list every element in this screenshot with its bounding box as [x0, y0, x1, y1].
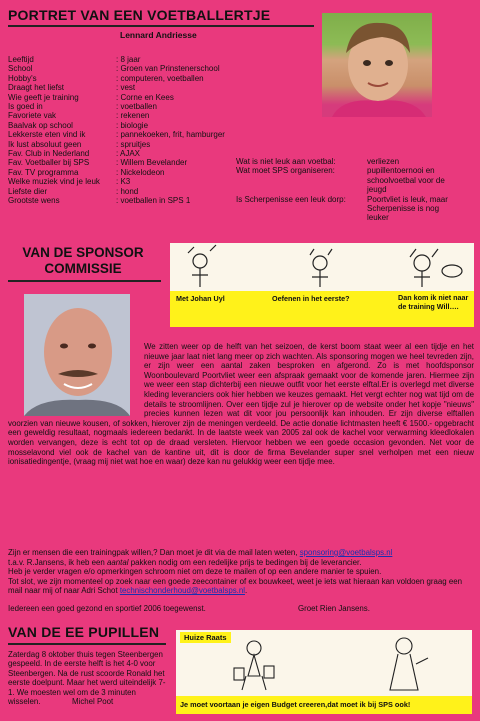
pupillen-cartoon [176, 630, 472, 696]
sponsor-paragraph: We zitten weer op de helft van het seizoen, de kerst boom staat weer al een tijdje en het nieuwe jaar laat niet lang meer op zich wachten. Als sponsoring mogen we heel tevreden zijn, er zijn weer een aantal zaken besproken en afgerond. Zo is met hoofdsponsor Woonboulevard Poortvliet weer een afspraak gemaakt voor de komende jaren. Hiermee zijn we weer een stap dichterbij een nieuwe outfit voor het eerste elftal.Er is overlegd met diverse kleding leveranciers ook hier hebben we keuzes gemaakt. Het vergt echter nog wat tijd om de details te stroomlijnen. Over een tijdje zul je hierover op de website onder het kopje "nieuws" precies kunnen lezen wat dit voor jou persoonlijk kan inhouden. Er zijn diverse elftallen voorzien van nieuwe kousen, of sokken, hierover zijn de meningen verdeeld. De actie donatie lichtmasten heeft € 1500.- opgebracht een geweldig resultaat, nogmaals iedereen bedankt. In de laatste week van 2005 zal ook de kachel voor verwarming kleedlokalen worden vervangen, deze is echt tot op de draad versleten. Hiervoor hebben we een goede occasion gevonden. Net voor de mosselavond viel ook de kachel van de kantine uit, dit is door de firma Bevelander super snel verholpen met een nieuw ionisatiedingentje, (vraag mij niet wat hoe en waar) deze kan nu gelukkig weer een tijdje mee. [8, 342, 474, 467]
profile-value: : AJAX [116, 149, 141, 159]
profile-label: Liefste dier [8, 186, 48, 196]
sponsor-cartoon [170, 243, 474, 291]
profile-value: : voetballen in SPS 1 [116, 196, 191, 206]
profile-label: Favoriete vak [8, 111, 57, 121]
profile-row [8, 177, 233, 186]
profile-row [8, 74, 233, 83]
sponsoring-email-link[interactable]: sponsoring@voetbalsps.nl [299, 548, 393, 557]
profile-row [8, 102, 233, 111]
contact-text-2: t.a.v. R.Jansens, ik heb een [8, 557, 105, 567]
profile-label: Lekkerste eten vind ik [8, 130, 86, 140]
pupillen-title: VAN DE EE PUPILLEN [8, 624, 160, 640]
question-label: Wat is niet leuk aan voetbal: [236, 157, 336, 166]
profile-label: Welke muziek vind je leuk [8, 177, 100, 187]
profile-row [8, 93, 233, 102]
caption-training: Dan kom ik niet naar de training Will…. [398, 293, 469, 311]
profile-label: Draagt het liefst [8, 83, 65, 93]
profile-row [8, 83, 233, 92]
pupillen-caption-strip [176, 696, 472, 714]
profile-row [8, 168, 233, 177]
contact-text-4: Heb je verder vragen e/o opmerkingen schroom niet om deze te mailen of op een andere manier te spuien. [8, 567, 382, 577]
photo-spacer [8, 342, 144, 418]
profile-row [8, 55, 233, 64]
profile-value: : K3 [116, 177, 131, 187]
question-answer: pupillentoernooi en schoolvoetbal voor de jeugd [367, 166, 445, 195]
profile-label: Fav. Voetballer bij SPS [8, 158, 90, 168]
player-photo [322, 13, 432, 117]
profile-row [8, 111, 233, 120]
profile-value: : pannekoeken, frit, hamburger [116, 130, 225, 140]
portret-title-rule [8, 25, 314, 27]
profile-label: School [8, 64, 33, 74]
portret-title: PORTRET VAN EEN VOETBALLERTJE [8, 7, 271, 23]
player-name: Lennard Andriesse [120, 30, 197, 40]
greeting: Iedereen een goed gezond en sportief 2006 toegewenst. [8, 604, 206, 613]
profile-label: Fav. TV programma [8, 167, 79, 177]
profile-row [8, 149, 233, 158]
question-answer: Poortvliet is leuk, maar Scherpenisse is nog leuker [367, 194, 448, 223]
contact-text-3: pakken nodig om een redelijke prijs te bedingen bij de leverancier. [130, 557, 362, 567]
profile-label: Baalvak op school [8, 120, 73, 130]
sponsor-contact [8, 548, 474, 596]
profile-value: : biologie [116, 120, 149, 130]
cartoon-label: Huize Raats [180, 632, 231, 643]
profile-value: : computeren, voetballen [116, 73, 204, 83]
contact-text-5: Tot slot, we zijn momenteel op zoek naar een goede zeecontainer of ex bouwkeet, weet je iets wat hieraan kan voldoen graag een mail naar mij of naar Adri Schot [8, 576, 462, 596]
question-answer: verliezen [367, 157, 400, 166]
profile-row [8, 196, 233, 205]
signature: Groet Rien Jansens. [298, 604, 370, 613]
profile-value: : hond [116, 186, 139, 196]
profile-label: Leeftijd [8, 55, 34, 64]
profile-value: : voetballen [116, 102, 157, 112]
sponsor-caption-strip [170, 291, 474, 327]
onderhoud-email-link[interactable]: technischonderhoud@voetbalsps.nl [119, 586, 245, 596]
caption-oefenen: Oefenen in het eerste? [272, 294, 350, 303]
pupillen-text: Zaterdag 8 oktober thuis tegen Steenbergen gespeeld. In de eerste helft is het 4-0 voor Steenbergen. Na de rust scoorde Ronald het eerste doelpunt. Maar het werd uiteindelijk 7-1. We moesten wel om de 3 minuten wisselen. [8, 650, 166, 707]
question-row [236, 195, 476, 223]
sponsor-title [8, 245, 158, 277]
profile-value: : Groen van Prinstenerschool [116, 64, 220, 74]
profile-label: Grootste wens [8, 196, 60, 206]
profile-questions [236, 157, 476, 223]
profile-list [8, 55, 233, 206]
question-label: Wat moet SPS organiseren: [236, 166, 335, 176]
profile-value: : Corne en Kees [116, 92, 174, 102]
profile-row [8, 187, 233, 196]
contact-italic: aantal [107, 557, 129, 567]
profile-label: Fav. Club in Nederland [8, 149, 90, 159]
profile-row [8, 130, 233, 139]
sponsor-title-rule [8, 280, 161, 282]
profile-row [8, 64, 233, 73]
question-row [236, 157, 476, 166]
profile-value: : Willem Bevelander [116, 158, 188, 168]
pupillen-author: Michel Poot [72, 697, 114, 706]
contact-text-1: Zijn er mensen die een trainingpak willen,? Dan moet je dit via de mail laten weten, [8, 548, 298, 557]
caption-johan: Met Johan Uyl [176, 294, 225, 303]
bottom-caption: Je moet voortaan je eigen Budget creeren,dat moet ik bij SPS ook! [180, 700, 411, 709]
profile-value: : spruitjes [116, 139, 151, 149]
profile-row [8, 140, 233, 149]
profile-value: : rekenen [116, 111, 150, 121]
profile-value: : vest [116, 83, 136, 93]
profile-label: Hobby's [8, 73, 37, 83]
question-label: Is Scherpenisse een leuk dorp: [236, 194, 346, 204]
sponsor-title-line2: COMMISSIE [44, 261, 122, 276]
sponsor-title-line1: VAN DE SPONSOR [22, 245, 144, 260]
pupillen-title-rule [8, 643, 166, 645]
profile-label: Ik lust absoluut geen [8, 139, 82, 149]
profile-value: : 8 jaar [116, 55, 141, 64]
profile-row [8, 158, 233, 167]
profile-row [8, 121, 233, 130]
profile-label: Wie geeft je training [8, 92, 79, 102]
profile-value: : Nickelodeon [116, 167, 165, 177]
contact-text-6: . [244, 586, 248, 596]
sponsor-body [8, 342, 474, 467]
profile-label: Is goed in [8, 102, 43, 112]
question-row [236, 166, 476, 194]
